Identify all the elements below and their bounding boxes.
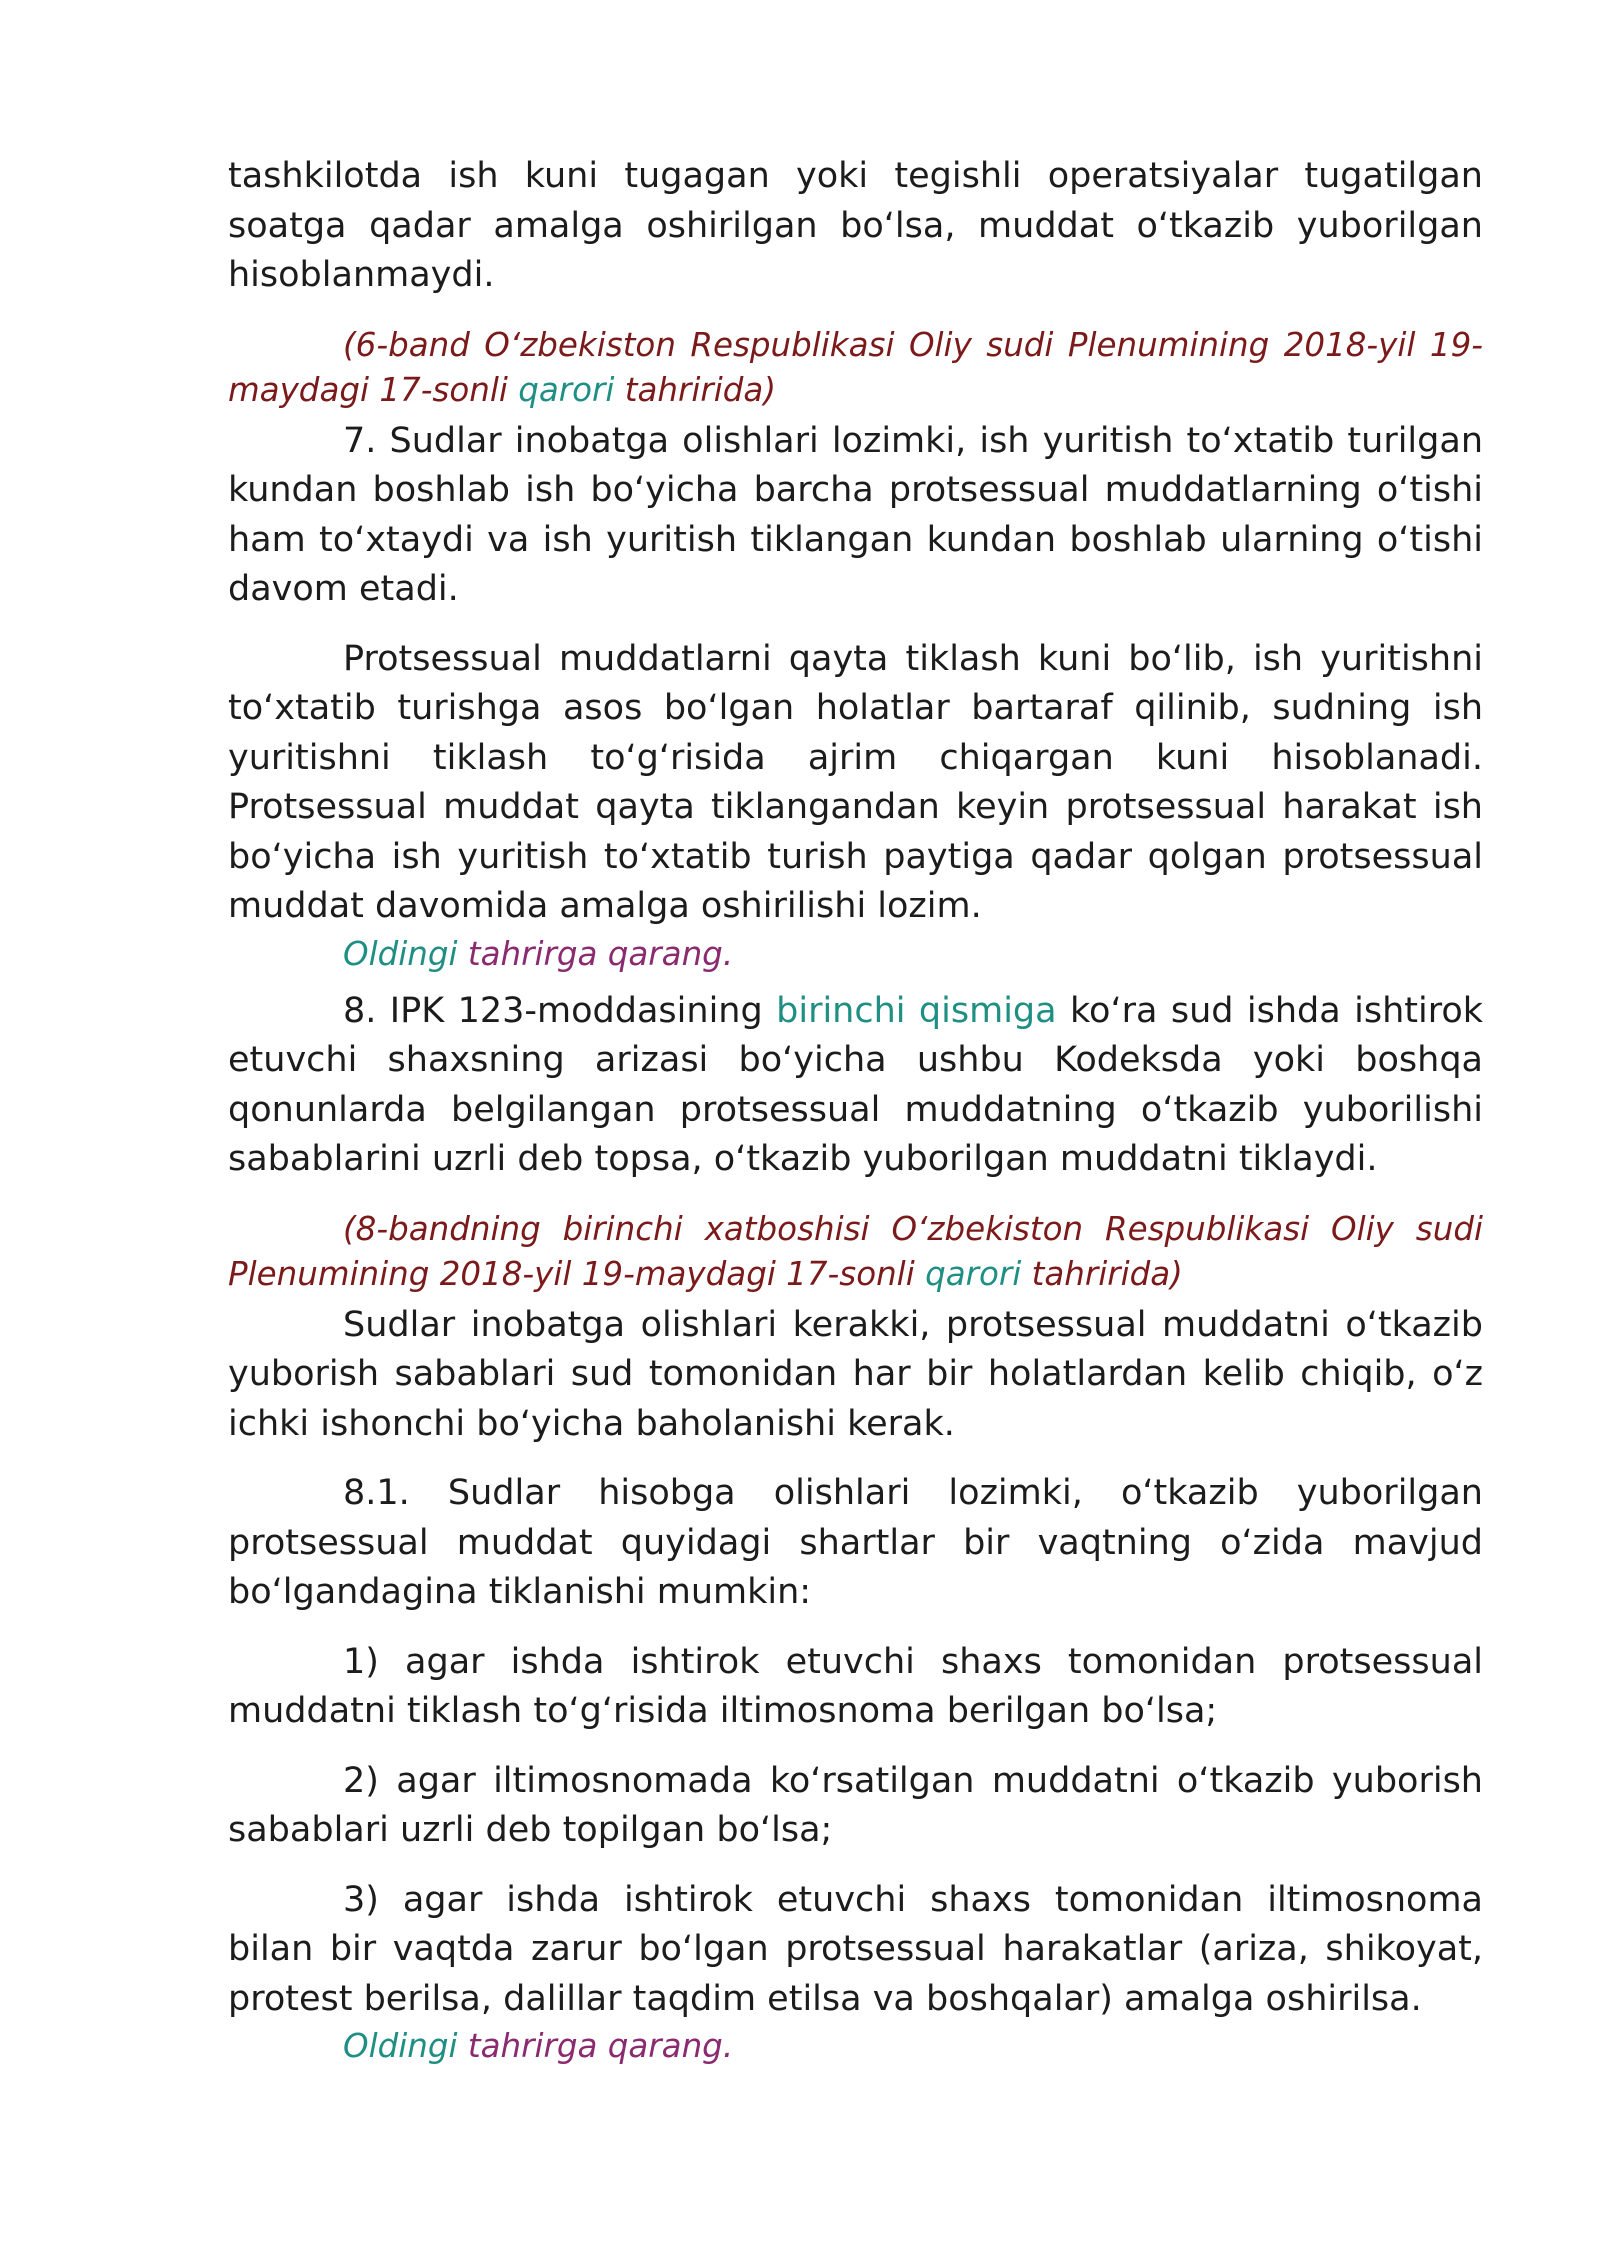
- qarori-link[interactable]: qarori: [518, 370, 615, 409]
- amendment-note-8: [228, 1207, 1483, 1297]
- tahrirga-qarang-link[interactable]: tahrirga qarang.: [467, 934, 734, 973]
- condition-1: 1) agar ishda ishtirok etuvchi shaxs tomonidan protsessual muddatni tiklash toʻgʻrisida iltimosnoma berilgan boʻlsa;: [228, 1641, 1483, 1731]
- paragraph-6-end: tashkilotda ish kuni tugagan yoki tegishli operatsiyalar tugatilgan soatga qadar amalga oshirilgan boʻlsa, muddat oʻtkazib yuborilgan hisoblanmaydi.: [228, 156, 1483, 295]
- birinchi-qismiga-link[interactable]: birinchi qismiga: [776, 990, 1057, 1031]
- document-page: [228, 152, 1483, 2069]
- paragraph-8-second: Sudlar inobatga olishlari kerakki, protsessual muddatni oʻtkazib yuborish sabablari sud tomonidan har bir holatlardan kelib chiqib, oʻz ichki ishonchi boʻyicha baholanishi kerak.: [228, 1304, 1483, 1444]
- paragraph-8-text: koʻra sud ishda ishtirok etuvchi shaxsning arizasi boʻyicha ushbu Kodeksda yoki boshqa qonunlarda belgilangan protsessual muddatning oʻtkazib yuborilishi sabablarini uzrli deb topsa, oʻtkazib yuborilgan muddatni tiklaydi.: [228, 990, 1483, 1179]
- paragraph-8-text: 8. IPK 123-moddasining: [343, 990, 777, 1031]
- note-text: (8-bandning birinchi xatboshisi Oʻzbekiston Respublikasi Oliy sudi Plenumining 2018-yil 19-maydagi 17-sonli: [228, 1209, 1483, 1293]
- oldingi-link[interactable]: Oldingi: [343, 934, 458, 973]
- condition-3: 3) agar ishda ishtirok etuvchi shaxs tomonidan iltimosnoma bilan bir vaqtda zarur boʻlgan protsessual harakatlar (ariza, shikoyat, protest berilsa, dalillar taqdim etilsa va boshqalar) amalga oshirilsa.: [228, 1879, 1483, 2019]
- paragraph-7-second: Protsessual muddatlarni qayta tiklash kuni boʻlib, ish yuritishni toʻxtatib turishga asos boʻlgan holatlar bartaraf qilinib, sudning ish yuritishni tiklash toʻgʻrisida ajrim chiqargan kuni hisoblanadi. Protsessual muddat qayta tiklangandan keyin protsessual harakat ish boʻyicha ish yuritish toʻxtatib turish paytiga qadar qolgan protsessual muddat davomida amalga oshirilishi lozim.: [228, 638, 1483, 926]
- note-text: tahririda): [1021, 1254, 1183, 1293]
- previous-edition-link-1: [228, 932, 1483, 977]
- paragraph-7: 7. Sudlar inobatga olishlari lozimki, ish yuritish toʻxtatib turilgan kundan boshlab ish boʻyicha barcha protsessual muddatlarning oʻtishi ham toʻxtaydi va ish yuritish tiklangan kundan boshlab ularning oʻtishi davom etadi.: [228, 420, 1483, 609]
- condition-2: 2) agar iltimosnomada koʻrsatilgan muddatni oʻtkazib yuborish sabablari uzrli deb topilgan boʻlsa;: [228, 1760, 1483, 1850]
- previous-edition-link-2: [228, 2024, 1483, 2069]
- oldingi-link[interactable]: Oldingi: [343, 2027, 458, 2065]
- qarori-link[interactable]: qarori: [925, 1254, 1022, 1293]
- amendment-note-6: [228, 323, 1483, 413]
- note-text: (6-band Oʻzbekiston Respublikasi Oliy sudi Plenumining 2018-yil 19-maydagi 17-sonli: [228, 325, 1483, 409]
- tahrirga-qarang-link[interactable]: tahrirga qarang.: [467, 2027, 734, 2065]
- paragraph-8: [228, 987, 1483, 1185]
- paragraph-8-1: 8.1. Sudlar hisobga olishlari lozimki, oʻtkazib yuborilgan protsessual muddat quyidagi shartlar bir vaqtning oʻzida mavjud boʻlgandagina tiklanishi mumkin:: [228, 1473, 1483, 1612]
- note-text: tahririda): [614, 370, 777, 409]
